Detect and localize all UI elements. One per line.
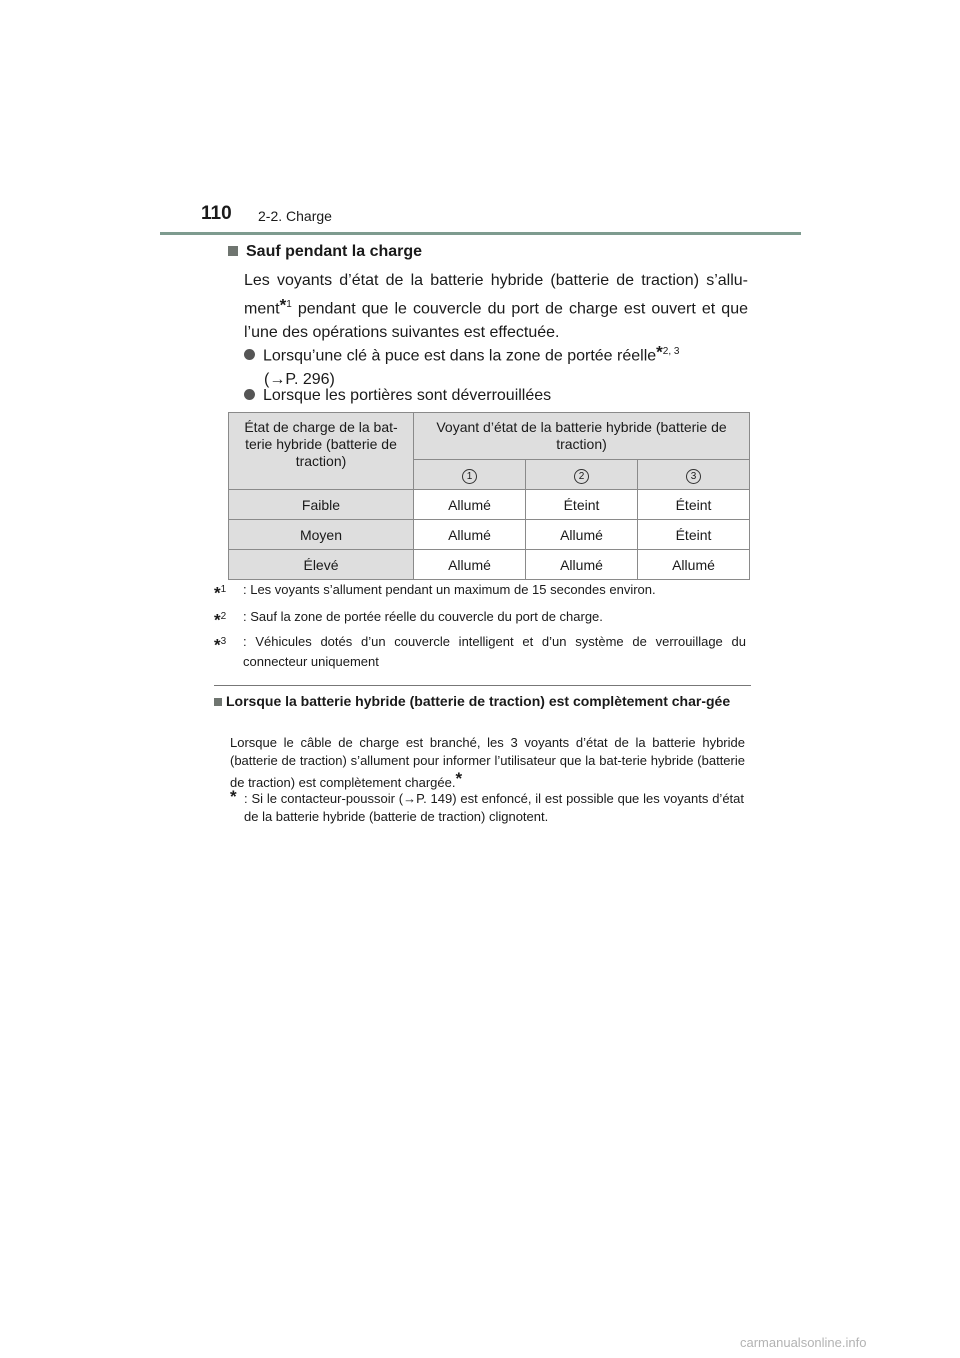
indicator-2-header: 2 bbox=[526, 460, 638, 490]
page-number: 110 bbox=[201, 203, 232, 224]
footnote-ref: 1 bbox=[286, 299, 292, 310]
note-divider bbox=[214, 685, 751, 686]
page-reference[interactable]: (→P. 296) bbox=[264, 371, 335, 389]
bullet-item: Lorsqu’une clé à puce est dans la zone de portée réelle*$^{2, 3}$ (→P. 296) bbox=[244, 340, 748, 392]
table-row: Moyen Allumé Allumé Éteint bbox=[229, 520, 750, 550]
asterisk-icon: * bbox=[279, 295, 287, 315]
indicator-3-header: 3 bbox=[638, 460, 750, 490]
table-row: Faible Allumé Éteint Éteint bbox=[229, 490, 750, 520]
asterisk-icon: * bbox=[656, 342, 663, 362]
watermark: carmanualsonline.info bbox=[740, 1335, 867, 1350]
intro-paragraph: Les voyants d’état de la batterie hybride (batterie de traction) s’allu-ment*$^1$ pendant que le couvercle du port de charge est ouvert et que l’une des opérations suivantes est effectuée. bbox=[244, 272, 748, 342]
note-heading: Lorsque la batterie hybride (batterie de traction) est complètement char-gée bbox=[214, 692, 754, 710]
header-divider bbox=[160, 232, 801, 235]
asterisk-icon: * bbox=[230, 787, 237, 806]
status-table bbox=[228, 412, 750, 580]
bullet-dot-icon bbox=[244, 349, 255, 360]
square-bullet-icon bbox=[214, 698, 222, 706]
bullet-dot-icon bbox=[244, 389, 255, 400]
note-body: Lorsque le câble de charge est branché, les 3 voyants d’état de la batterie hybride (batterie de traction) s’allument pour informer l’utilisateur que la bat-terie hybride (batterie de traction) est complètement chargée.* bbox=[230, 735, 745, 790]
table-header-state: État de charge de la bat-terie hybride (batterie de traction) bbox=[229, 413, 414, 490]
section-title: 2-2. Charge bbox=[258, 208, 332, 224]
table-header-indicator: Voyant d’état de la batterie hybride (batterie de traction) bbox=[414, 413, 750, 460]
section-heading: Sauf pendant la charge bbox=[228, 243, 748, 261]
page-header bbox=[0, 0, 960, 240]
bullet-item: Lorsque les portières sont déverrouillées bbox=[244, 384, 748, 408]
indicator-1-header: 1 bbox=[414, 460, 526, 490]
square-bullet-icon bbox=[228, 246, 238, 256]
asterisk-icon: * bbox=[455, 769, 463, 788]
table-row: Élevé Allumé Allumé Allumé bbox=[229, 550, 750, 580]
